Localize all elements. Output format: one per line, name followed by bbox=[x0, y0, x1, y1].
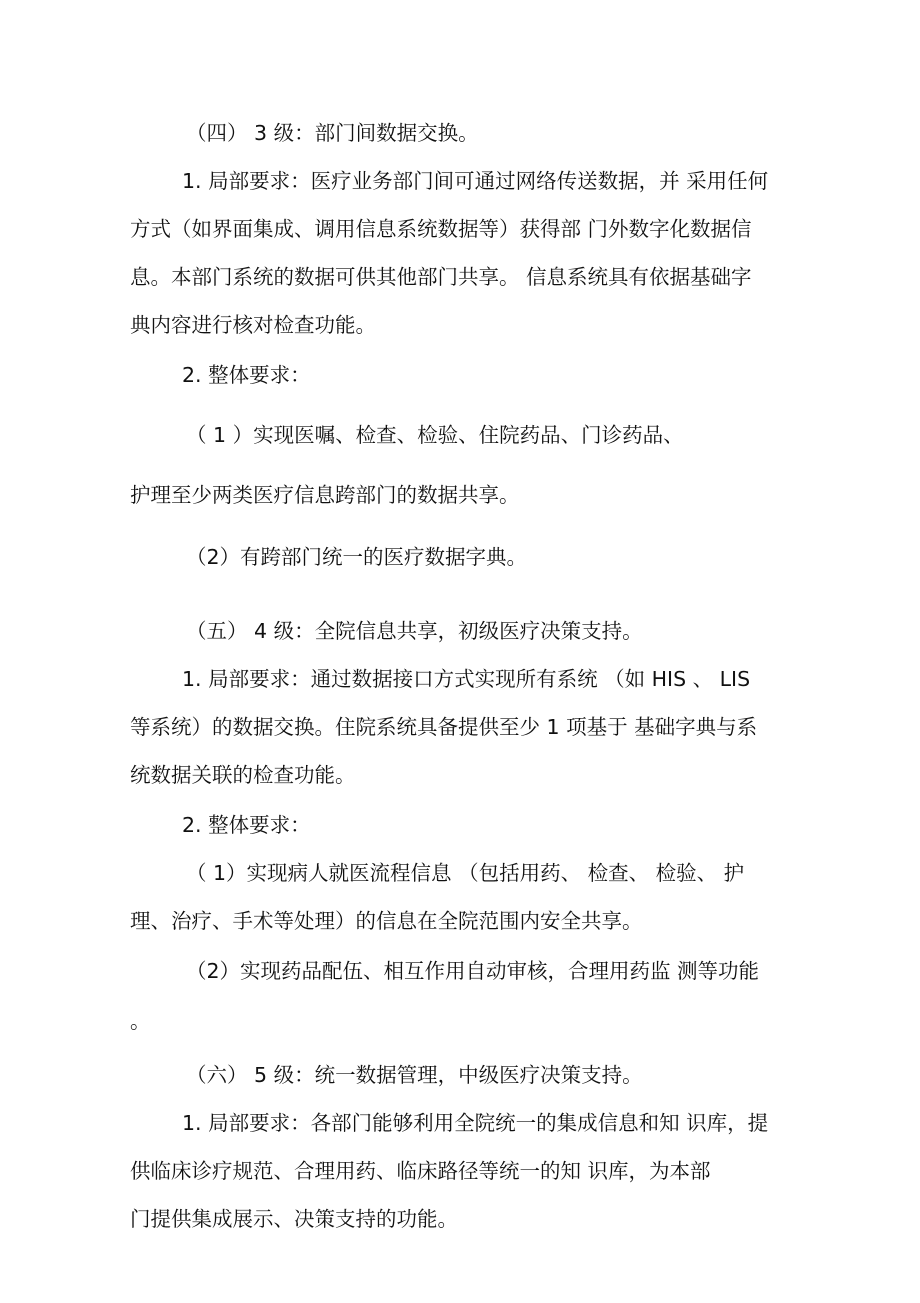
paragraph-line: 1. 局部要求：各部门能够利用全院统一的集成信息和知 识库，提 bbox=[182, 1111, 769, 1135]
paragraph-line: 供临床诊疗规范、合理用药、临床路径等统一的知 识库，为本部 bbox=[130, 1159, 711, 1183]
paragraph-line: 息。本部门系统的数据可供其他部门共享。 信息系统具有依据基础字 bbox=[130, 265, 752, 289]
paragraph-line: 门提供集成展示、决策支持的功能。 bbox=[130, 1207, 458, 1231]
paragraph-line: 方式（如界面集成、调用信息系统数据等）获得部 门外数字化数据信 bbox=[130, 217, 752, 241]
paragraph-line: 理、治疗、手术等处理）的信息在全院范围内安全共享。 bbox=[130, 909, 643, 933]
paragraph-line: 。 bbox=[130, 1009, 151, 1033]
subheading: 2. 整体要求： bbox=[182, 813, 311, 837]
paragraph-line: 等系统）的数据交换。住院系统具备提供至少 1 项基于 基础字典与系 bbox=[130, 715, 758, 739]
paragraph-line: 护理至少两类医疗信息跨部门的数据共享。 bbox=[130, 483, 520, 507]
paragraph-line: 统数据关联的检查功能。 bbox=[130, 763, 356, 787]
subheading: 2. 整体要求： bbox=[182, 363, 311, 387]
paragraph-line: 1. 局部要求：通过数据接口方式实现所有系统 （如 HIS 、 LIS bbox=[182, 667, 751, 691]
paragraph-line: （2）实现药品配伍、相互作用自动审核，合理用药监 测等功能 bbox=[186, 959, 760, 983]
section-heading-6: （六） 5 级：统一数据管理，中级医疗决策支持。 bbox=[186, 1063, 643, 1087]
section-heading-5: （五） 4 级：全院信息共享，初级医疗决策支持。 bbox=[186, 619, 643, 643]
paragraph-line: （ 1 ）实现医嘱、检查、检验、住院药品、门诊药品、 bbox=[186, 423, 684, 447]
paragraph-line: （ 1）实现病人就医流程信息 （包括用药、 检查、 检验、 护 bbox=[186, 861, 745, 885]
paragraph-line: （2）有跨部门统一的医疗数据字典。 bbox=[186, 545, 528, 569]
section-heading-4: （四） 3 级：部门间数据交换。 bbox=[186, 121, 479, 145]
paragraph-line: 典内容进行核对检查功能。 bbox=[130, 313, 376, 337]
paragraph-line: 1. 局部要求：医疗业务部门间可通过网络传送数据，并 采用任何 bbox=[182, 169, 769, 193]
